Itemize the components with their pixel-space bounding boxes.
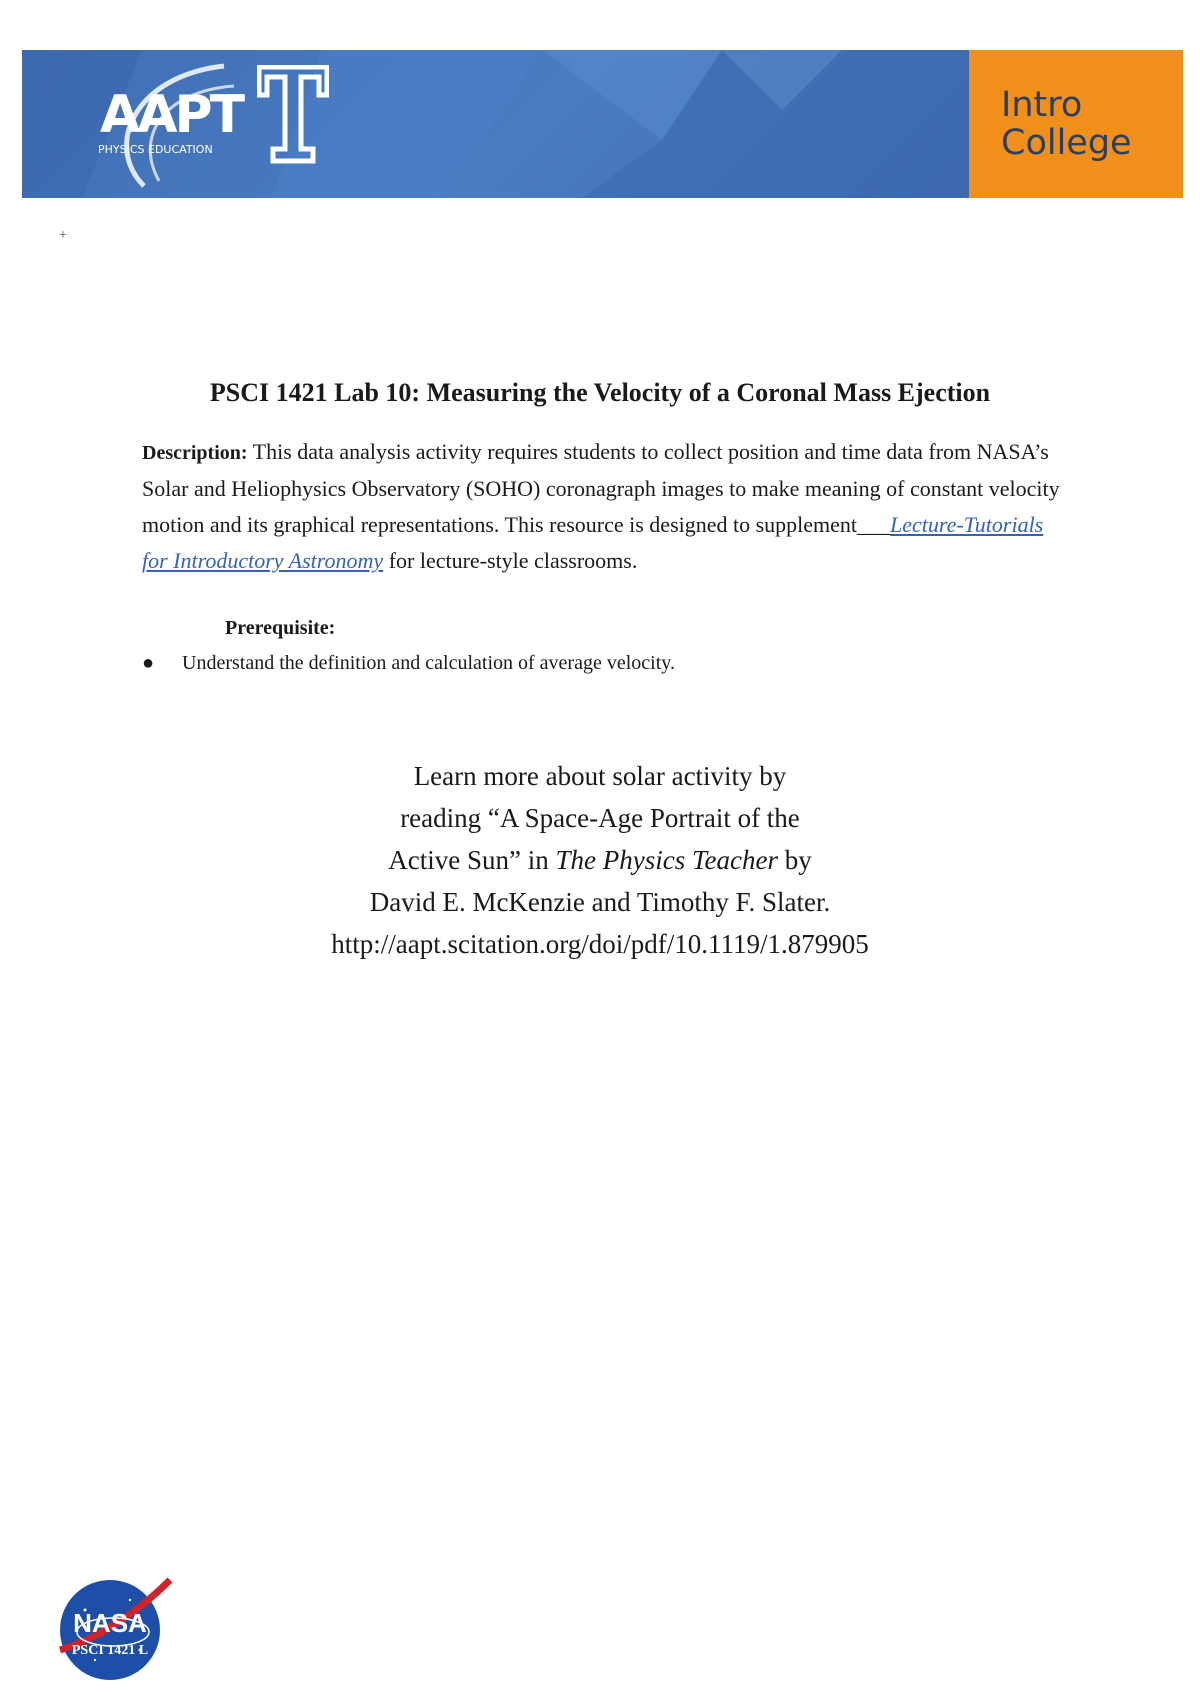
prerequisite-item-text: Understand the definition and calculation of average velocity.: [182, 652, 675, 674]
learn-more-line-2: reading “A Space-Age Portrait of the: [400, 803, 800, 833]
temple-t-logo: [257, 65, 329, 165]
prerequisite-heading: Prerequisite:: [225, 617, 336, 639]
prerequisite-item: [142, 652, 1042, 675]
badge-line-1: Intro: [1001, 85, 1083, 125]
lecture-tutorials-link[interactable]: Lecture-Tutorials for Introductory Astronomy: [142, 512, 1044, 573]
line-3-end: by: [777, 845, 812, 875]
description-text: This data analysis activity requires students to collect position and time data from NASA’s Solar and Heliophysics Observatory (SOHO) coronagraph images to make meaning of constant velocity motion and its graphical representations. This resource is designed to supplement: [142, 439, 1060, 537]
description-text-end: for lecture-style classrooms.: [383, 548, 638, 573]
learn-more-line-1: Learn more about solar activity by: [413, 761, 787, 791]
badge-line-2: College: [1001, 123, 1132, 163]
aapt-logo-subtext: PHYSICS EDUCATION: [98, 143, 213, 156]
learn-more-block: [0, 755, 1200, 965]
intro-college-badge: [969, 50, 1183, 198]
learn-more-line-3: [0, 839, 1200, 881]
journal-name: The Physics Teacher: [555, 845, 778, 875]
learn-more-line-4: David E. McKenzie and Timothy F. Slater.: [369, 887, 831, 917]
bullet-icon: ●: [142, 652, 155, 674]
nasa-logo: [55, 1570, 175, 1685]
description-gap: ___: [857, 512, 891, 537]
article-url[interactable]: http://aapt.scitation.org/doi/pdf/10.1119/1.879905: [331, 929, 869, 959]
header-banner: [22, 50, 1183, 198]
nasa-logo-text: NASA: [73, 1608, 147, 1638]
plus-marker: +: [59, 228, 67, 243]
line-3-start: Active Sun” in: [388, 845, 556, 875]
nasa-logo-caption: PSCI 1421 L: [71, 1643, 149, 1658]
description-label: Description:: [142, 442, 248, 464]
description-paragraph: [142, 434, 1062, 579]
document-title: PSCI 1421 Lab 10: Measuring the Velocity of a Coronal Mass Ejection: [209, 378, 991, 407]
aapt-logo-text: AAPT: [100, 85, 243, 145]
